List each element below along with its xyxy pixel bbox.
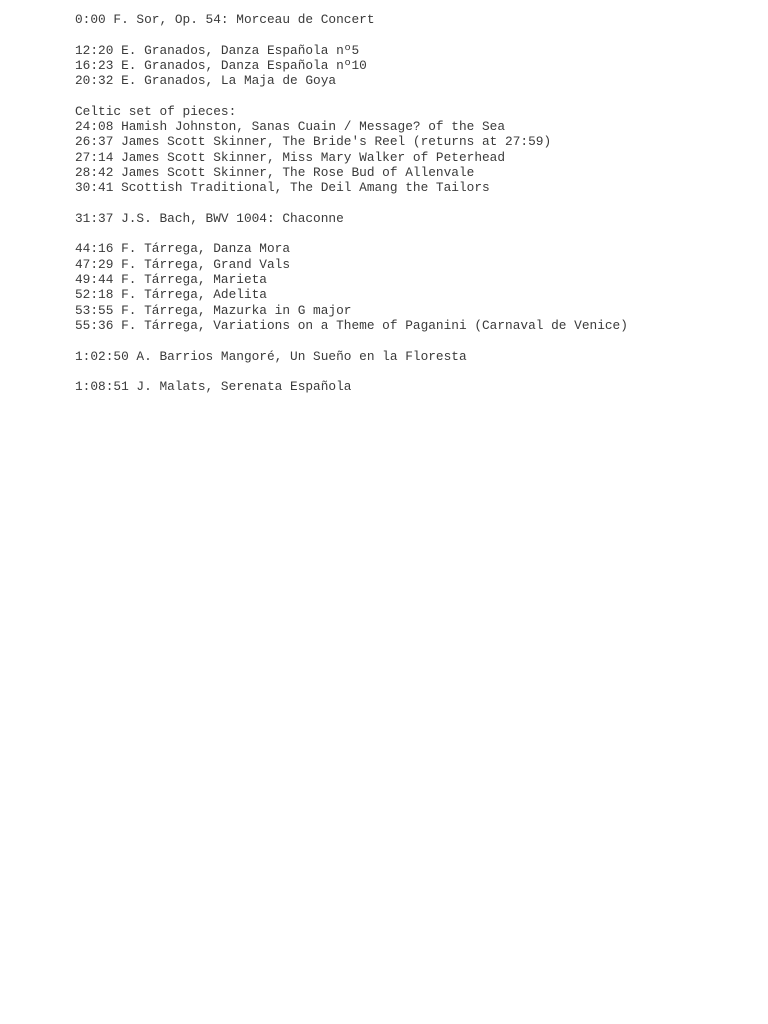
text-line: 55:36 F. Tárrega, Variations on a Theme of Paganini (Carnaval de Venice) — [75, 317, 628, 333]
text-line: 49:44 F. Tárrega, Marieta — [75, 272, 267, 288]
text-line: 30:41 Scottish Traditional, The Deil Amang the Tailors — [75, 180, 490, 196]
text-line: 31:37 J.S. Bach, BWV 1004: Chaconne — [75, 210, 344, 226]
text-line: 28:42 James Scott Skinner, The Rose Bud of Allenvale — [75, 164, 475, 180]
text-line: 1:02:50 A. Barrios Mangoré, Un Sueño en la Floresta — [75, 348, 467, 364]
text-line: 52:18 F. Tárrega, Adelita — [75, 287, 267, 303]
text-line: 1:08:51 J. Malats, Serenata Española — [75, 379, 352, 395]
section-heading: Celtic set of pieces: — [75, 103, 237, 119]
text-line: 24:08 Hamish Johnston, Sanas Cuain / Message? of the Sea — [75, 119, 506, 135]
text-line: 0:00 F. Sor, Op. 54: Morceau de Concert — [75, 12, 375, 27]
text-group-granados — [75, 43, 755, 89]
text-line: 47:29 F. Tárrega, Grand Vals — [75, 256, 291, 272]
text-line: 20:32 E. Granados, La Maja de Goya — [75, 73, 337, 89]
text-group-tarrega — [75, 241, 755, 333]
text-line: 12:20 E. Granados, Danza Española nº5 — [75, 42, 360, 58]
text-line: 16:23 E. Granados, Danza Española nº10 — [75, 57, 367, 73]
text-line: 27:14 James Scott Skinner, Miss Mary Walker of Peterhead — [75, 149, 506, 165]
text-group-celtic — [75, 104, 755, 196]
text-group-barrios — [75, 349, 755, 364]
text-line: 44:16 F. Tárrega, Danza Mora — [75, 241, 291, 257]
text-group-malats — [75, 379, 755, 394]
text-line: 53:55 F. Tárrega, Mazurka in G major — [75, 302, 352, 318]
text-line: 26:37 James Scott Skinner, The Bride's Reel (returns at 27:59) — [75, 134, 552, 150]
document-page — [75, 12, 755, 410]
text-group-sor — [75, 12, 755, 27]
text-group-bach — [75, 211, 755, 226]
